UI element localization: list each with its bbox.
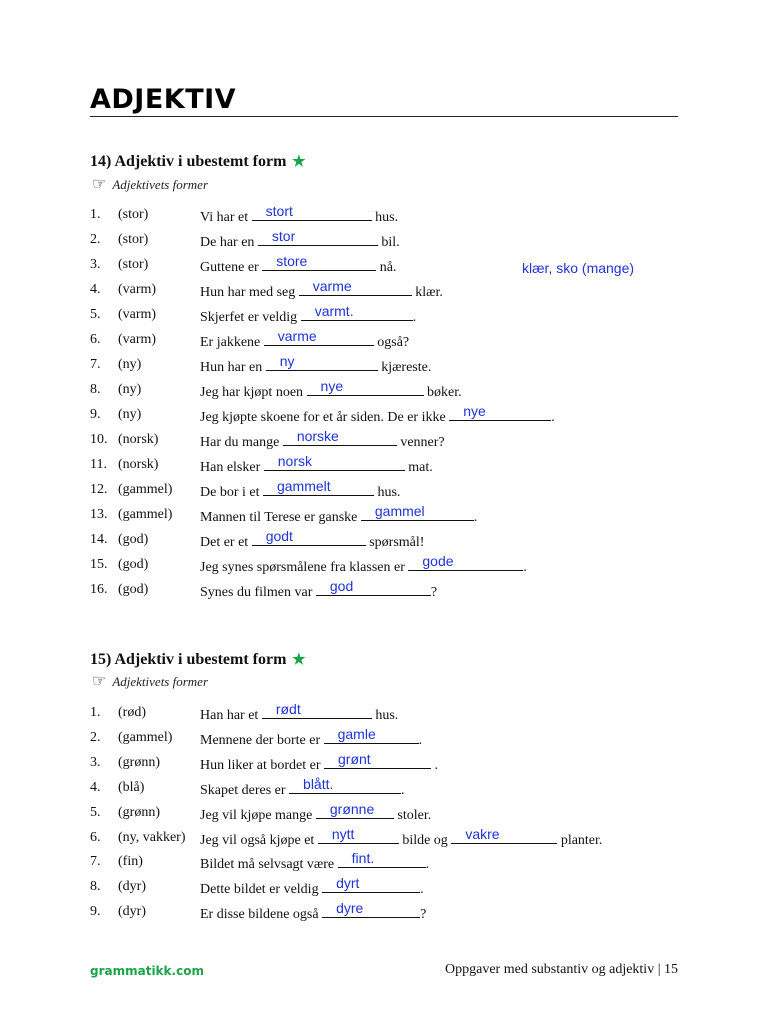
sentence-start: Jeg har kjøpt noen [200, 385, 304, 400]
sentence [200, 253, 397, 276]
section-title: 14) Adjektiv i ubestemt form [90, 153, 287, 170]
sentence-start: Guttene er [200, 260, 259, 275]
sentence [200, 453, 433, 476]
base-adjective: (stor) [118, 232, 149, 247]
handwritten-answer: nye [320, 378, 344, 394]
sentence-start: Er disse bildene også [200, 907, 319, 923]
sentence-end: spørsmål! [369, 535, 425, 550]
sentence-end: . [401, 782, 405, 798]
item-number: 6. [90, 332, 101, 347]
base-adjective: (stor) [118, 207, 149, 222]
sentence-end: . [473, 510, 478, 525]
sentence-start: Synes du filmen var [200, 585, 313, 600]
answer-blank[interactable] [262, 253, 376, 271]
base-adjective: (gammel) [118, 482, 173, 497]
answer-blank[interactable] [338, 850, 426, 868]
sentence-start: De har en [200, 235, 255, 250]
answer-blank[interactable] [264, 453, 405, 471]
answer-blank[interactable] [262, 701, 372, 719]
answer-blank[interactable] [316, 578, 431, 596]
sentence-start: Skapet deres er [200, 782, 286, 798]
sentence [200, 428, 445, 451]
sentence-end: hus. [377, 485, 401, 500]
answer-blank[interactable] [283, 428, 397, 446]
handwritten-answer: fint. [351, 850, 375, 867]
sentence [200, 303, 417, 326]
base-adjective: (grønn) [118, 754, 160, 770]
sentence-end: . [418, 732, 423, 748]
sentence-start: Vi har et [200, 210, 249, 225]
sentence-end: bil. [381, 235, 400, 250]
section-heading [90, 152, 306, 171]
section-subtitle [92, 174, 208, 194]
answer-blank[interactable] [289, 775, 401, 794]
item-number: 8. [90, 879, 101, 895]
sentence-end: . [551, 410, 555, 425]
pointing-hand-icon: ☞ [92, 176, 107, 193]
base-adjective: (stor) [118, 257, 149, 272]
answer-blank[interactable] [258, 228, 378, 246]
item-number: 13. [90, 507, 108, 522]
sentence [200, 353, 432, 376]
item-number: 3. [90, 257, 101, 272]
answer-blank[interactable] [252, 203, 372, 221]
answer-blank[interactable] [324, 725, 419, 744]
sentence-start: Jeg kjøpte skoene for et år siden. De er ikke [200, 410, 446, 425]
base-adjective: (god) [118, 557, 149, 572]
item-number: 6. [90, 829, 101, 845]
base-adjective: (ny) [118, 357, 142, 372]
sentence [200, 701, 399, 724]
item-number: 1. [90, 207, 101, 222]
item-number: 4. [90, 282, 101, 297]
handwritten-answer: blått. [303, 775, 334, 792]
side-note: klær, sko (mange) [522, 260, 635, 276]
sentence-start: De bor i et [200, 485, 260, 500]
answer-blank[interactable] [252, 528, 366, 546]
footer-text: Oppgaver med substantiv og adjektiv | 15 [445, 962, 678, 977]
pointing-hand-icon: ☞ [92, 673, 107, 690]
sentence-end: . [412, 310, 417, 325]
answer-blank[interactable] [322, 875, 420, 893]
sentence [200, 203, 399, 226]
item-number: 7. [90, 854, 101, 870]
answer-blank[interactable] [299, 278, 412, 296]
sentence-start: Han elsker [200, 460, 261, 475]
item-number: 15. [90, 557, 108, 572]
base-adjective: (norsk) [118, 432, 159, 447]
answer-blank[interactable] [266, 353, 378, 371]
sentence-start: Jeg vil også kjøpe et [200, 832, 315, 848]
base-adjective: (god) [118, 582, 149, 597]
item-number: 8. [90, 382, 101, 397]
sentence-end: mat. [408, 460, 433, 475]
base-adjective: (varm) [118, 282, 157, 297]
sentence-end: ? [420, 907, 427, 923]
base-adjective: (varm) [118, 307, 157, 322]
item-number: 12. [90, 482, 108, 497]
answer-blank[interactable] [263, 478, 374, 496]
answer-blank[interactable] [361, 503, 474, 521]
sentence-start: Skjerfet er veldig [200, 310, 298, 325]
answer-blank[interactable] [408, 553, 523, 571]
item-number: 9. [90, 904, 101, 920]
handwritten-answer: nye [463, 403, 486, 419]
sentence [200, 775, 405, 799]
sentence-end: hus. [375, 210, 399, 225]
sentence-end: . [425, 857, 430, 873]
item-number: 11. [90, 457, 107, 472]
sentence-start: Bildet må selvsagt være [200, 857, 335, 873]
sentence-end: planter. [560, 832, 603, 848]
sentence-start: Det er et [200, 535, 249, 550]
answer-blank[interactable] [449, 403, 551, 421]
handwritten-answer: ny [279, 353, 295, 369]
answer-blank[interactable] [324, 750, 431, 769]
base-adjective: (varm) [118, 332, 157, 347]
handwritten-answer: nytt [331, 825, 355, 842]
handwritten-answer: varme [277, 328, 317, 344]
base-adjective: (gammel) [118, 729, 173, 745]
item-number: 16. [90, 582, 108, 597]
sentence-middle: bilde og [402, 832, 448, 848]
sentence-end: kjæreste. [381, 360, 432, 375]
footer-site[interactable]: grammatikk.com [90, 964, 204, 978]
sentence [200, 378, 462, 401]
item-number: 3. [90, 754, 101, 770]
sentence-end: stoler. [397, 807, 432, 823]
sentence-end: bøker. [427, 385, 462, 400]
sentence [200, 750, 439, 774]
item-number: 1. [90, 705, 101, 720]
section-subtitle [92, 671, 208, 691]
base-adjective: (ny, vakker) [118, 829, 186, 845]
handwritten-answer: store [276, 253, 308, 269]
sentence-end: . [523, 560, 527, 575]
sentence-end: . [420, 882, 424, 898]
title-divider [90, 116, 678, 117]
sentence [200, 478, 401, 501]
handwritten-answer: stort [265, 203, 293, 219]
item-number: 14. [90, 532, 108, 547]
handwritten-answer: gammel [374, 503, 425, 519]
sentence-end: ? [430, 585, 438, 600]
sentence-end: klær. [415, 285, 443, 300]
sentence-end: . [434, 757, 439, 773]
item-number: 2. [90, 232, 101, 247]
item-number: 5. [90, 804, 101, 820]
handwritten-answer: stor [271, 228, 296, 244]
item-number: 5. [90, 307, 101, 322]
base-adjective: (gammel) [118, 507, 173, 522]
sentence [200, 403, 555, 426]
page-title: ADJEKTIV [90, 84, 237, 115]
sentence-start: Mannen til Terese er ganske [200, 510, 358, 525]
sentence [200, 328, 410, 351]
handwritten-answer: vakre [465, 825, 500, 842]
sentence-end: også? [377, 335, 410, 350]
answer-blank[interactable] [322, 900, 420, 918]
base-adjective: (blå) [118, 779, 145, 795]
base-adjective: (ny) [118, 382, 142, 397]
sentence-start: Hun liker at bordet er [200, 757, 321, 773]
answer-blank[interactable] [264, 328, 374, 346]
item-number: 9. [90, 407, 101, 422]
sentence [200, 578, 438, 601]
base-adjective: (grønn) [118, 804, 160, 820]
item-number: 7. [90, 357, 101, 372]
subtitle-text: Adjektivets former [112, 177, 209, 192]
sentence-start: Jeg vil kjøpe mange [200, 807, 313, 823]
base-adjective: (rød) [118, 705, 146, 720]
sentence-start: Er jakkene [200, 335, 261, 350]
handwritten-answer: norsk [277, 453, 312, 469]
sentence-end: venner? [400, 435, 445, 450]
sentence-end: hus. [375, 708, 399, 723]
sentence [200, 503, 478, 526]
answer-blank[interactable] [451, 825, 557, 844]
sentence-start: Mennene der borte er [200, 732, 321, 748]
handwritten-answer: grønt [338, 750, 371, 767]
sentence-start: Dette bildet er veldig [200, 882, 319, 898]
sentence [200, 278, 443, 301]
handwritten-answer: varmt. [314, 303, 354, 319]
base-adjective: (fin) [118, 854, 143, 870]
sentence [200, 850, 430, 873]
sentence [200, 800, 432, 824]
sentence [200, 553, 527, 576]
sentence-start: Han har et [200, 708, 259, 723]
handwritten-answer: dyrt [336, 875, 360, 892]
base-adjective: (norsk) [118, 457, 159, 472]
handwritten-answer: grønne [329, 800, 375, 817]
section-heading [90, 650, 306, 669]
answer-blank[interactable] [301, 303, 413, 321]
handwritten-answer: gamle [337, 725, 376, 742]
handwritten-answer: godt [265, 528, 293, 544]
handwritten-answer: norske [296, 428, 339, 444]
base-adjective: (dyr) [118, 879, 146, 895]
base-adjective: (dyr) [118, 904, 146, 920]
handwritten-answer: varme [312, 278, 352, 294]
answer-blank[interactable] [318, 825, 399, 844]
sentence [200, 825, 603, 849]
handwritten-answer: gode [422, 553, 454, 569]
star-icon: ★ [288, 652, 306, 668]
section-title: 15) Adjektiv i ubestemt form [90, 651, 287, 668]
base-adjective: (god) [118, 532, 149, 547]
handwritten-answer: gammelt [276, 478, 331, 494]
star-icon: ★ [288, 154, 306, 170]
sentence-start: Hun har med seg [200, 285, 296, 300]
sentence [200, 725, 423, 749]
item-number: 4. [90, 779, 101, 795]
answer-blank[interactable] [316, 800, 394, 819]
handwritten-answer: rødt [275, 701, 301, 717]
sentence-start: Hun har en [200, 360, 263, 375]
sentence-start: Har du mange [200, 435, 280, 450]
sentence-end: nå. [379, 260, 397, 275]
base-adjective: (ny) [118, 407, 142, 422]
sentence [200, 900, 427, 923]
handwritten-answer: god [329, 578, 354, 594]
sentence [200, 875, 424, 898]
subtitle-text: Adjektivets former [112, 674, 209, 689]
handwritten-answer: dyre [336, 900, 364, 917]
item-number: 10. [90, 432, 108, 447]
sentence [200, 528, 425, 551]
sentence-start: Jeg synes spørsmålene fra klassen er [200, 560, 405, 575]
sentence [200, 228, 400, 251]
answer-blank[interactable] [307, 378, 424, 396]
item-number: 2. [90, 729, 101, 745]
